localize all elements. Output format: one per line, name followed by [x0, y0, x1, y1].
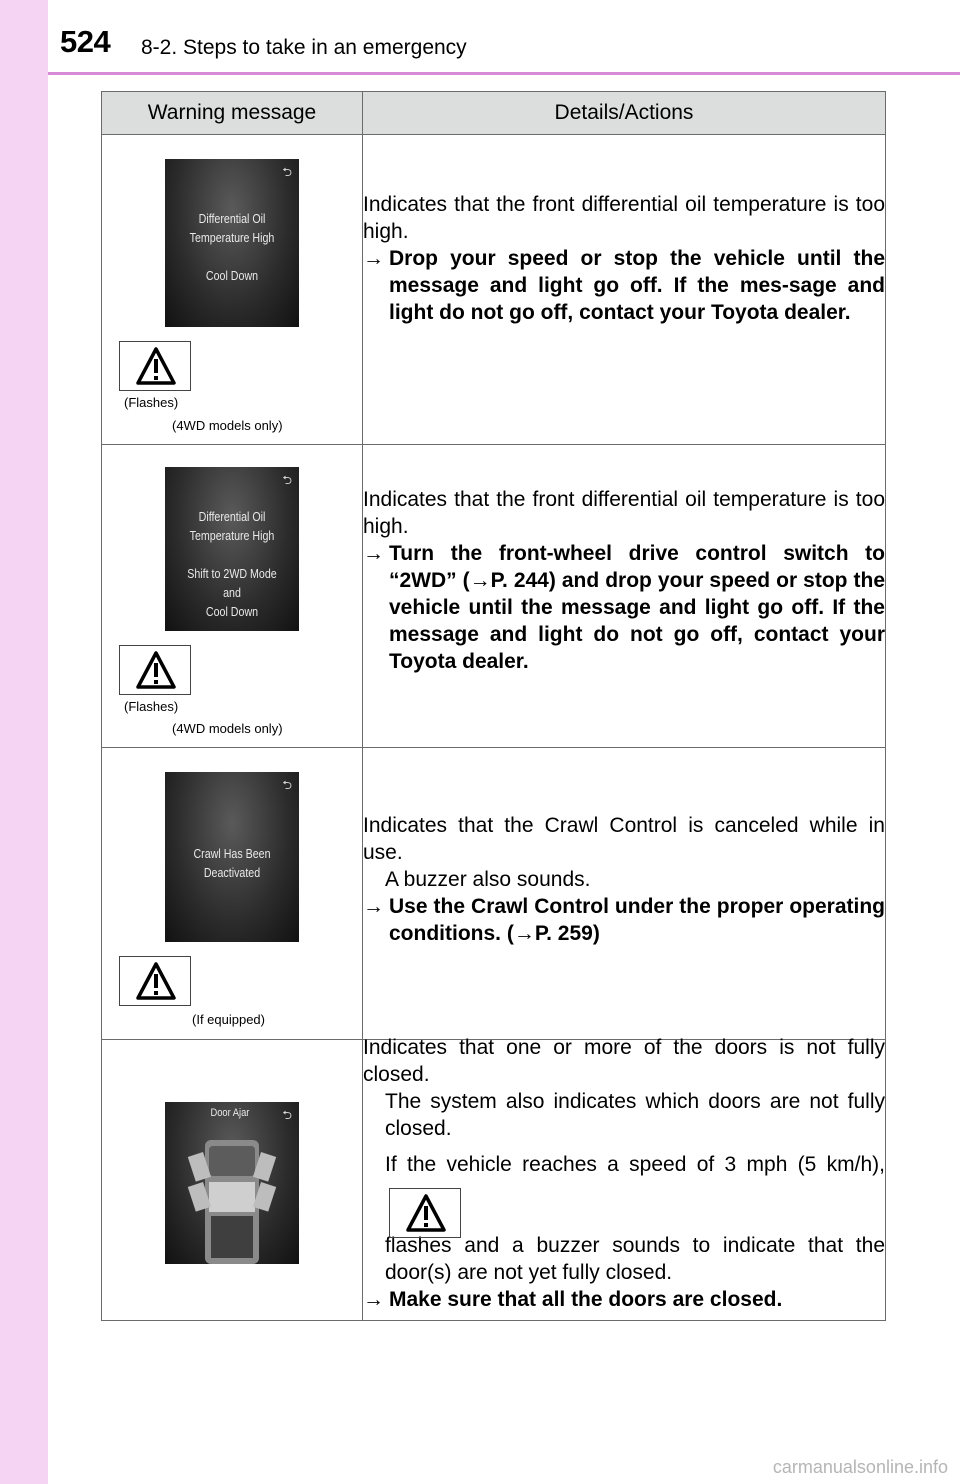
screen-line: Temperature High — [189, 528, 275, 543]
action-text: Drop your speed or stop the vehicle until the message and light go off. If the mes-sage and light do not go off, contact your Toyota dealer. — [389, 247, 885, 324]
details-cell — [363, 748, 886, 1040]
sub-note: A buzzer also sounds. — [385, 868, 591, 891]
equipment-note: (If equipped) — [192, 1012, 265, 1027]
light-caption: (Flashes) — [124, 699, 179, 714]
table-header-row — [102, 92, 886, 135]
display-screen — [165, 772, 299, 942]
action-text: Use the Crawl Control under the proper operating conditions. (→P. 259) — [389, 895, 885, 945]
warning-triangle-icon — [135, 346, 177, 386]
arrow-icon: → — [363, 895, 384, 918]
warning-image-cell — [102, 1040, 363, 1321]
truck-top-view-icon — [165, 1124, 299, 1264]
return-icon: ⮌ — [282, 473, 292, 487]
description: Indicates that one or more of the doors is not fully closed. — [363, 1035, 885, 1086]
sub-note-speed — [363, 1142, 885, 1238]
col-header-warning-message: Warning message — [102, 92, 363, 135]
table-row — [102, 135, 886, 445]
table-row — [102, 748, 886, 1040]
section-title: 8-2. Steps to take in an emergency — [141, 36, 467, 59]
description: Indicates that the Crawl Control is canceled while in use. — [363, 814, 885, 864]
arrow-icon: → — [363, 247, 384, 270]
screen-line: Cool Down — [205, 268, 259, 283]
screen-line: Cool Down — [205, 604, 259, 619]
model-note: (4WD models only) — [172, 418, 283, 433]
screen-line: Differential Oil — [198, 509, 266, 524]
screen-line: Shift to 2WD Mode and — [187, 566, 277, 600]
arrow-icon: → — [363, 541, 384, 565]
model-note: (4WD models only) — [172, 721, 283, 736]
buzzer-text: flashes and a buzzer sounds to indicate that the door(s) are not yet fully closed. — [385, 1233, 885, 1284]
screen-line — [177, 247, 287, 266]
return-icon: ⮌ — [282, 1108, 292, 1122]
arrow-icon: → — [363, 1287, 384, 1311]
screen-title: Door Ajar — [210, 1107, 250, 1119]
warning-message-table — [101, 91, 886, 1321]
screen-line — [177, 545, 287, 564]
warning-triangle-icon — [135, 961, 177, 1001]
warning-image-cell — [102, 445, 363, 748]
display-screen — [165, 467, 299, 631]
speed-text: If the vehicle reaches a speed of 3 mph (5 km/h), — [385, 1152, 885, 1176]
details-cell — [363, 1035, 886, 1321]
master-warning-light — [119, 645, 191, 695]
master-warning-light — [119, 956, 191, 1006]
warning-triangle-icon — [135, 650, 177, 690]
screen-line: Temperature High — [189, 230, 275, 245]
details-cell — [363, 135, 886, 445]
page-number: 524 — [60, 24, 111, 59]
screen-line: Differential Oil — [198, 211, 266, 226]
side-tab-bar — [0, 0, 48, 1484]
action-text: Make sure that all the doors are closed. — [389, 1287, 783, 1311]
table-row — [102, 445, 886, 748]
door-ajar-screen — [165, 1102, 299, 1264]
warning-image-cell — [102, 135, 363, 445]
col-header-details-actions: Details/Actions — [363, 92, 886, 135]
warning-triangle-icon — [405, 1193, 447, 1233]
display-screen — [165, 159, 299, 327]
details-cell — [363, 445, 886, 748]
table-row — [102, 1040, 886, 1321]
footer-watermark: carmanualsonline.info — [772, 1457, 948, 1477]
header-rule — [48, 72, 960, 75]
return-icon: ⮌ — [282, 165, 292, 179]
screen-line: Deactivated — [203, 865, 261, 880]
master-warning-light — [389, 1188, 461, 1238]
master-warning-light — [119, 341, 191, 391]
warning-image-cell — [102, 748, 363, 1040]
light-caption: (Flashes) — [124, 395, 179, 410]
description: Indicates that the front differential oil temperature is too high. — [363, 487, 885, 538]
sub-note: The system also indicates which doors are not fully closed. — [385, 1089, 885, 1140]
description: Indicates that the front differential oil temperature is too high. — [363, 193, 885, 243]
return-icon: ⮌ — [282, 778, 292, 792]
action-text: Turn the front-wheel drive control switch to “2WD” (→P. 244) and drop your speed or stop the vehicle until the message and light go off. If the message and light do not go off, contact your Toyota dealer. — [389, 541, 885, 673]
screen-line: Crawl Has Been — [193, 846, 271, 861]
